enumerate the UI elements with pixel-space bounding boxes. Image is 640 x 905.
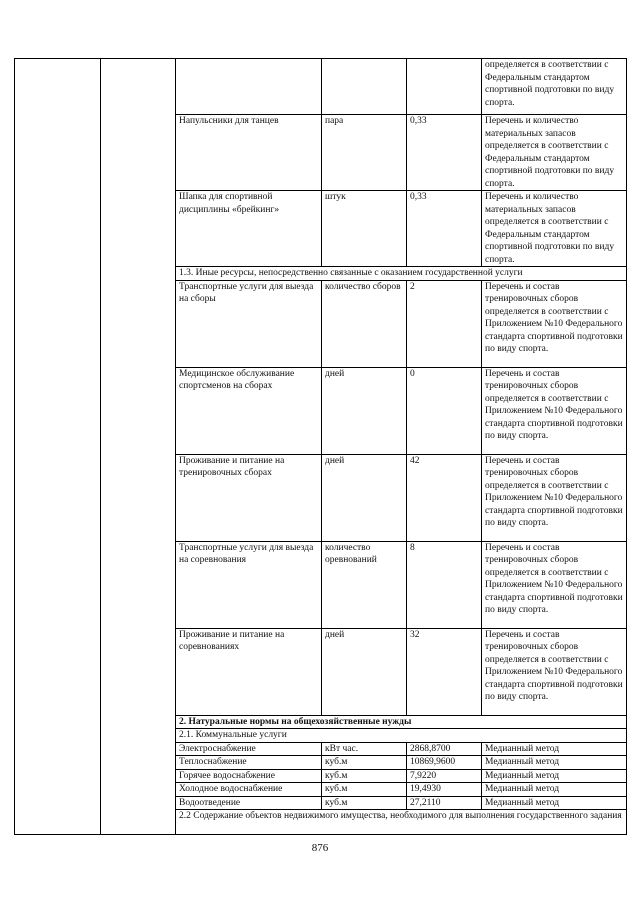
- resource-name-cell: Проживание и питание на тренировочных сборах: [176, 454, 322, 541]
- utility-name-cell: Водоотведение: [176, 796, 322, 810]
- utility-name-cell: Холодное водоснабжение: [176, 783, 322, 797]
- unit-cell: дней: [322, 367, 407, 454]
- note-cell: Перечень и состав тренировочных сборов определяется в соответствии с Приложением №10 Федерального стандарта спортивной подготовки по виду спорта.: [482, 628, 627, 715]
- section-heading: 2. Натуральные нормы на общехозяйственные нужды: [176, 715, 627, 729]
- utility-name-cell: Электроснабжение: [176, 742, 322, 756]
- table-row: [15, 59, 627, 115]
- quantity-cell: 0,33: [407, 115, 482, 191]
- section-heading: 1.3. Иные ресурсы, непосредственно связанные с оказанием государственной услуги: [176, 267, 627, 281]
- unit-cell: количество сборов: [322, 280, 407, 367]
- note-cell: Перечень и количество материальных запасов определяется в соответствии с Федеральным стандартом спортивной подготовки по виду спорта.: [482, 191, 627, 267]
- unit-cell: дней: [322, 454, 407, 541]
- subsection-heading: 2.2 Содержание объектов недвижимого имущества, необходимого для выполнения государственного задания: [176, 810, 627, 835]
- note-cell: Перечень и состав тренировочных сборов определяется в соответствии с Приложением №10 Федерального стандарта спортивной подготовки по виду спорта.: [482, 367, 627, 454]
- quantity-cell: 27,2110: [407, 796, 482, 810]
- norms-table: [14, 58, 627, 835]
- unit-cell: штук: [322, 191, 407, 267]
- resource-name-cell: Шапка для спортивной дисциплины «брейкинг»: [176, 191, 322, 267]
- note-cell: Перечень и состав тренировочных сборов определяется в соответствии с Приложением №10 Федерального стандарта спортивной подготовки по виду спорта.: [482, 541, 627, 628]
- resource-name-cell: Напульсники для танцев: [176, 115, 322, 191]
- method-cell: Медианный метод: [482, 769, 627, 783]
- note-cell: Перечень и состав тренировочных сборов определяется в соответствии с Приложением №10 Федерального стандарта спортивной подготовки по виду спорта.: [482, 280, 627, 367]
- quantity-cell: 32: [407, 628, 482, 715]
- quantity-cell: [407, 59, 482, 115]
- subsection-heading: 2.1. Коммунальные услуги: [176, 729, 627, 743]
- quantity-cell: 8: [407, 541, 482, 628]
- unit-cell: кВт час.: [322, 742, 407, 756]
- method-cell: Медианный метод: [482, 783, 627, 797]
- merged-cell-col1: [15, 59, 101, 835]
- note-cell: определяется в соответствии с Федеральным стандартом спортивной подготовки по виду спорта.: [482, 59, 627, 115]
- quantity-cell: 19,4930: [407, 783, 482, 797]
- unit-cell: куб.м: [322, 769, 407, 783]
- method-cell: Медианный метод: [482, 756, 627, 770]
- unit-cell: куб.м: [322, 783, 407, 797]
- unit-cell: количество оревнований: [322, 541, 407, 628]
- quantity-cell: 0,33: [407, 191, 482, 267]
- unit-cell: пара: [322, 115, 407, 191]
- unit-cell: дней: [322, 628, 407, 715]
- quantity-cell: 42: [407, 454, 482, 541]
- quantity-cell: 7,9220: [407, 769, 482, 783]
- quantity-cell: 0: [407, 367, 482, 454]
- resource-name-cell: Транспортные услуги для выезда на сборы: [176, 280, 322, 367]
- utility-name-cell: Теплоснабжение: [176, 756, 322, 770]
- resource-name-cell: Транспортные услуги для выезда на соревнования: [176, 541, 322, 628]
- merged-cell-col2: [101, 59, 176, 835]
- note-cell: Перечень и количество материальных запасов определяется в соответствии с Федеральным стандартом спортивной подготовки по виду спорта.: [482, 115, 627, 191]
- resource-name-cell: Медицинское обслуживание спортсменов на сборах: [176, 367, 322, 454]
- quantity-cell: 2868,8700: [407, 742, 482, 756]
- note-cell: Перечень и состав тренировочных сборов определяется в соответствии с Приложением №10 Федерального стандарта спортивной подготовки по виду спорта.: [482, 454, 627, 541]
- quantity-cell: 2: [407, 280, 482, 367]
- resource-name-cell: Проживание и питание на соревнованиях: [176, 628, 322, 715]
- unit-cell: куб.м: [322, 796, 407, 810]
- utility-name-cell: Горячее водоснабжение: [176, 769, 322, 783]
- method-cell: Медианный метод: [482, 796, 627, 810]
- page-number: 876: [311, 842, 329, 854]
- method-cell: Медианный метод: [482, 742, 627, 756]
- unit-cell: куб.м: [322, 756, 407, 770]
- quantity-cell: 10869,9600: [407, 756, 482, 770]
- resource-name-cell: [176, 59, 322, 115]
- unit-cell: [322, 59, 407, 115]
